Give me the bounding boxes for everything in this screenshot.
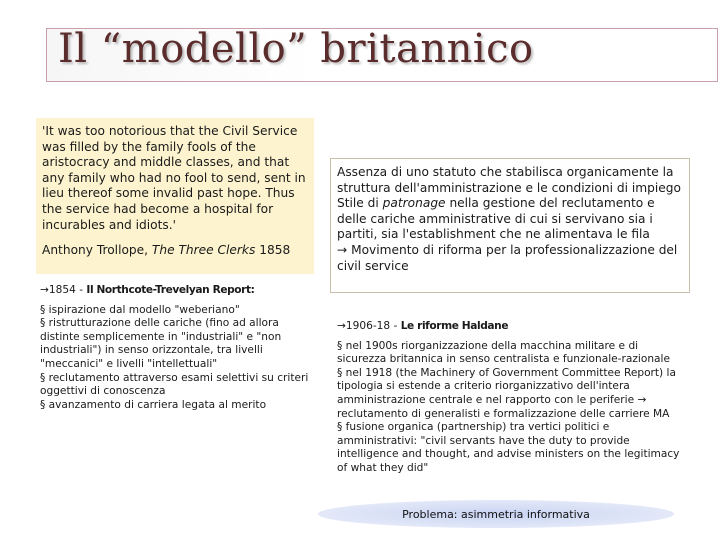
context-line-b-prefix: Stile di (337, 196, 379, 211)
reform-1906-item: § nel 1918 (the Machinery of Government Committee Report) la tipologia si estende a criterio riorganizzativo dell'intera amministrazione centrale e nel rapporto con le periferie → reclutamento di generalisti e formalizzazione delle carriere MA (337, 366, 676, 420)
context-line-b-suffix: nella gestione del reclutamento e delle cariche amministrative di cui si servivano sia i partiti, sia l'establishment che ne alimentava le fila (337, 196, 655, 242)
context-line-a: Assenza di uno statuto che stabilisca organicamente la struttura dell'amministrazione e le condizioni di impiego (337, 165, 681, 195)
reform-1906-name: Le riforme Haldane (400, 320, 509, 332)
problem-text: Problema: asimmetria informativa (402, 507, 590, 521)
reform-1854-item: § ristrutturazione delle cariche (fino ad allora distinte semplicemente in "industriali" e "non industriali") in senso orizzontale, tra livelli "meccanici" e livelli "intellettuali" (40, 317, 282, 370)
reform-1906-item: § fusione organica (partnership) tra vertici politici e amministrativi: "civil servants have the duty to provide intelligence and thought, and advise ministers on the legitimacy of what they did" (337, 421, 680, 474)
quote-author: Anthony Trollope, (42, 243, 149, 258)
reform-1906-heading (337, 320, 682, 334)
problem-callout (318, 500, 674, 528)
context-box (330, 158, 690, 293)
quote-text: 'It was too notorious that the Civil Service was filled by the family fools of the aristocracy and middle classes, and that any family who had no fool to send, sent in lieu thereof some invalid past hope. Thus the service had become a hospital for incurables and idiots.' (42, 124, 306, 232)
reform-1854-year: →1854 - (40, 284, 87, 296)
reform-1854-item: § ispirazione dal modello "weberiano" (40, 303, 240, 316)
reform-1906-section (337, 320, 682, 476)
slide-title: Il “modello” britannico (58, 26, 534, 72)
reform-1906-year: →1906-18 - (337, 320, 401, 332)
reform-1854-item: § reclutamento attraverso esami selettivi su criteri oggettivi di conoscenza (40, 371, 309, 398)
quote-attribution (42, 243, 310, 259)
context-line-b-italic: patronage (382, 196, 446, 211)
context-line-b (337, 196, 685, 243)
reform-1854-name: Il Northcote-Trevelyan Report: (86, 284, 255, 296)
context-line-c: → Movimento di riforma per la professionalizzazione del civil service (337, 242, 678, 273)
quote-box (36, 118, 314, 274)
reform-1854-item: § avanzamento di carriera legata al merito (40, 398, 267, 411)
reform-1854-heading (40, 284, 320, 298)
reform-1854-section (40, 284, 320, 412)
quote-work: The Three Clerks (151, 243, 256, 258)
reform-1906-item: § nel 1900s riorganizzazione della macchina militare e di sicurezza britannica in senso centralista e funzionale-razionale (337, 339, 670, 366)
quote-year: 1858 (259, 243, 291, 258)
